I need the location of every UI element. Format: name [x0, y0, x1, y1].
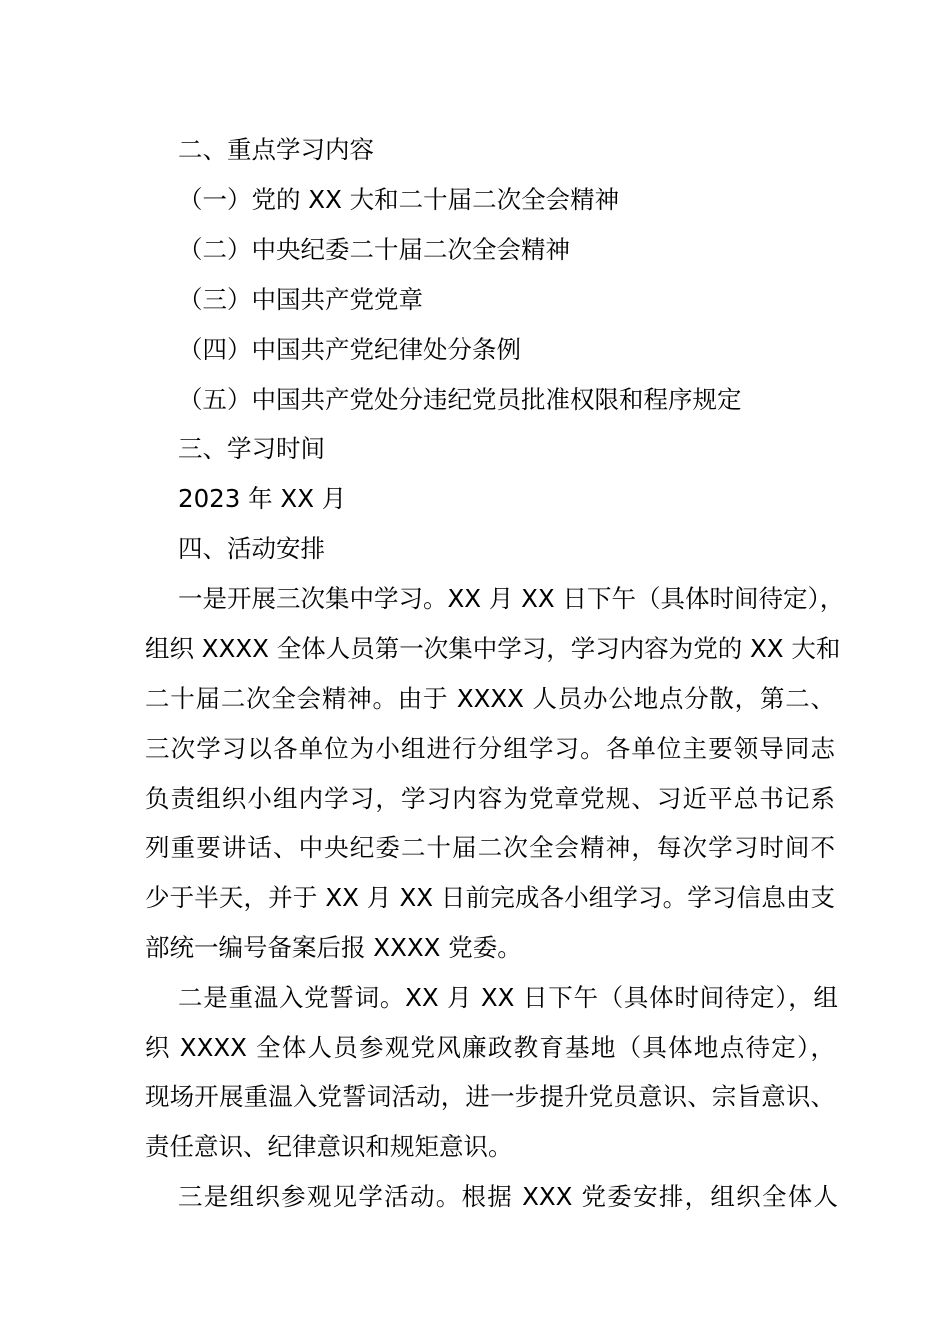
paragraph-line: 少于半天，并于 XX 月 XX 日前完成各小组学习。学习信息由支: [145, 883, 835, 912]
paragraph-line: 组织 XXXX 全体人员第一次集中学习，学习内容为党的 XX 大和: [145, 634, 841, 663]
list-item: （一）党的 XX 大和二十届二次全会精神: [178, 185, 620, 214]
list-item: （五）中国共产党处分违纪党员批准权限和程序规定: [178, 385, 742, 414]
paragraph-line: 部统一编号备案后报 XXXX 党委。: [145, 933, 522, 962]
section-heading: 四、活动安排: [178, 534, 325, 563]
paragraph-line: 列重要讲话、中央纪委二十届二次全会精神，每次学习时间不: [145, 833, 835, 862]
section-heading: 三、学习时间: [178, 434, 325, 463]
paragraph-line: 二十届二次全会精神。由于 XXXX 人员办公地点分散，第二、: [145, 684, 835, 713]
list-item: （二）中央纪委二十届二次全会精神: [178, 235, 570, 264]
list-item: （三）中国共产党党章: [178, 285, 423, 314]
paragraph-line: 现场开展重温入党誓词活动，进一步提升党员意识、宗旨意识、: [145, 1082, 835, 1111]
study-date: 2023 年 XX 月: [178, 484, 347, 513]
paragraph-line: 三次学习以各单位为小组进行分组学习。各单位主要领导同志: [145, 734, 835, 763]
paragraph-line: 二是重温入党誓词。XX 月 XX 日下午（具体时间待定），组: [178, 983, 838, 1012]
paragraph-line: 责任意识、纪律意识和规矩意识。: [145, 1132, 513, 1161]
list-item: （四）中国共产党纪律处分条例: [178, 335, 521, 364]
paragraph-line: 织 XXXX 全体人员参观党风廉政教育基地（具体地点待定），: [145, 1033, 835, 1062]
paragraph-line: 负责组织小组内学习，学习内容为党章党规、习近平总书记系: [145, 784, 835, 813]
section-heading: 二、重点学习内容: [178, 135, 374, 164]
paragraph-line: 三是组织参观见学活动。根据 XXX 党委安排，组织全体人: [178, 1182, 838, 1211]
paragraph-line: 一是开展三次集中学习。XX 月 XX 日下午（具体时间待定），: [178, 584, 845, 613]
